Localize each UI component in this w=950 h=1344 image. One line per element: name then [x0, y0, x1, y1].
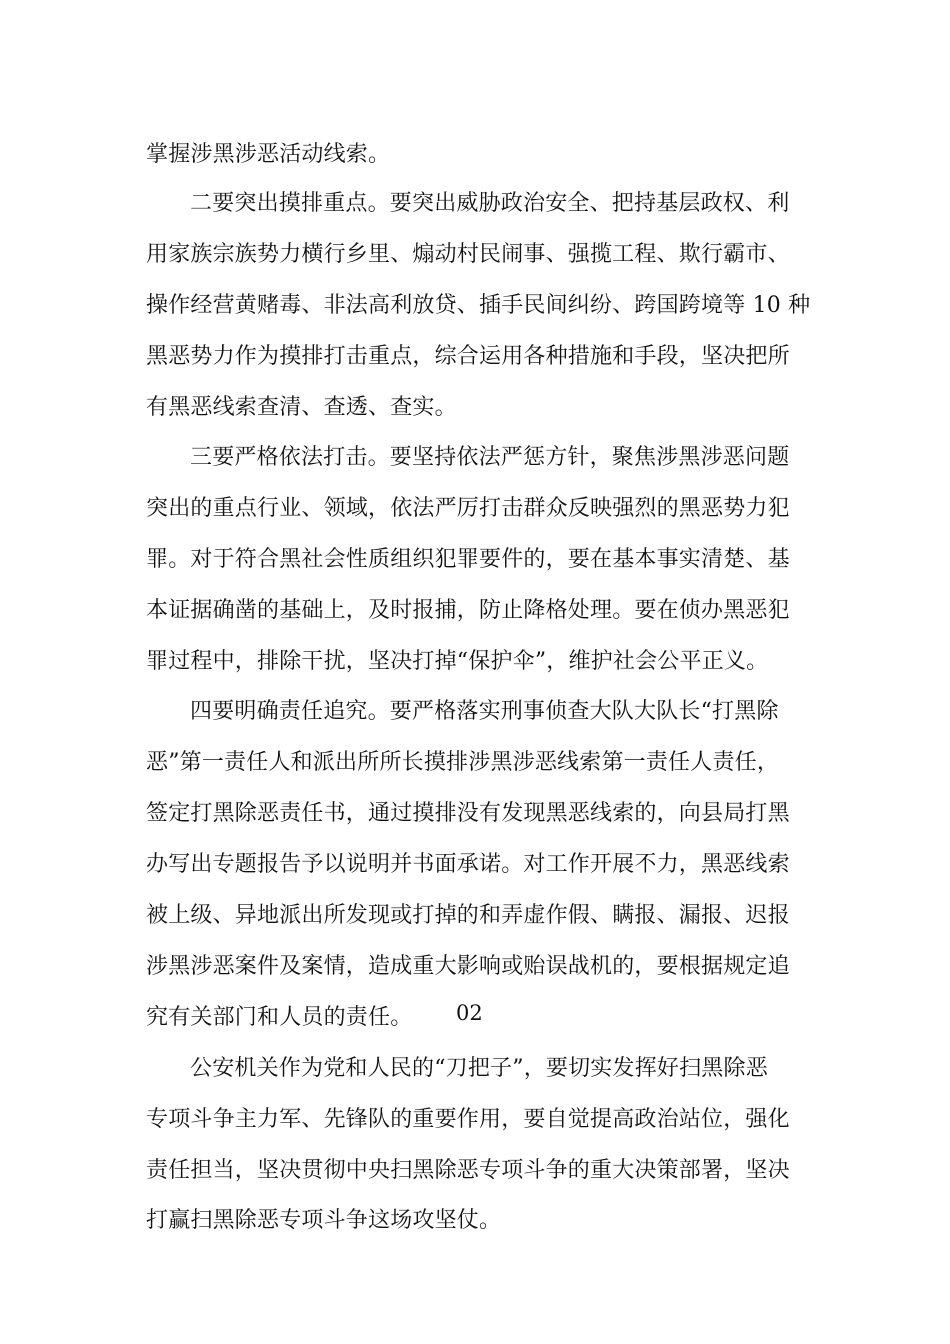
paragraph-4-line-1: 四要明确责任追究。要严格落实刑事侦查大队大队长“打黑除 — [190, 699, 779, 724]
paragraph-5-line-2: 专项斗争主力军、先锋队的重要作用，要自觉提高政治站位，强化 — [146, 1107, 790, 1132]
page-number: 02 — [456, 1001, 483, 1025]
paragraph-3-line-5: 罪过程中，排除干扰，坚决打掉“保护伞”，维护社会公平正义。 — [146, 649, 769, 674]
paragraph-4-line-7: 究有关部门和人员的责任。 — [146, 1005, 413, 1030]
paragraph-4-line-4: 办写出专题报告予以说明并书面承诺。对工作开展不力，黑恶线索 — [146, 852, 790, 877]
paragraph-2-line-5: 有黑恶线索查清、查透、查实。 — [146, 395, 457, 420]
paragraph-2-line-1: 二要突出摸排重点。要突出威胁政治安全、把持基层政权、利 — [190, 191, 790, 216]
paragraph-3-line-4: 本证据确凿的基础上，及时报捕，防止降格处理。要在侦办黑恶犯 — [146, 598, 790, 623]
paragraph-4-line-3: 签定打黑除恶责任书，通过摸排没有发现黑恶线索的，向县局打黑 — [146, 801, 790, 826]
paragraph-4-line-2: 恶”第一责任人和派出所所长摸排涉黑涉恶线索第一责任人责任， — [146, 750, 780, 775]
paragraph-2-line-4: 黑恶势力作为摸排打击重点，综合运用各种措施和手段，坚决把所 — [146, 344, 790, 369]
paragraph-1-line-1: 掌握涉黑涉恶活动线索。 — [146, 142, 391, 167]
paragraph-5-line-1: 公安机关作为党和人民的“刀把子”，要切实发挥好扫黑除恶 — [190, 1056, 768, 1081]
paragraph-4-line-5: 被上级、异地派出所发现或打掉的和弄虚作假、瞒报、漏报、迟报 — [146, 903, 790, 928]
paragraph-3-line-2: 突出的重点行业、领域，依法严厉打击群众反映强烈的黑恶势力犯 — [146, 496, 790, 521]
paragraph-3-line-3: 罪。对于符合黑社会性质组织犯罪要件的，要在基本事实清楚、基 — [146, 547, 790, 572]
paragraph-5-line-4: 打赢扫黑除恶专项斗争这场攻坚仗。 — [146, 1208, 502, 1233]
paragraph-2-line-2: 用家族宗族势力横行乡里、煽动村民闹事、强揽工程、欺行霸市、 — [146, 242, 790, 267]
paragraph-2-line-3: 操作经营黄赌毒、非法高利放贷、插手民间纠纷、跨国跨境等 10 种 — [146, 293, 811, 318]
paragraph-4-line-6: 涉黑涉恶案件及案情，造成重大影响或贻误战机的，要根据规定追 — [146, 954, 790, 979]
paragraph-3-line-1: 三要严格依法打击。要坚持依法严惩方针，聚焦涉黑涉恶问题 — [190, 445, 790, 470]
paragraph-5-line-3: 责任担当，坚决贯彻中央扫黑除恶专项斗争的重大决策部署，坚决 — [146, 1158, 790, 1183]
